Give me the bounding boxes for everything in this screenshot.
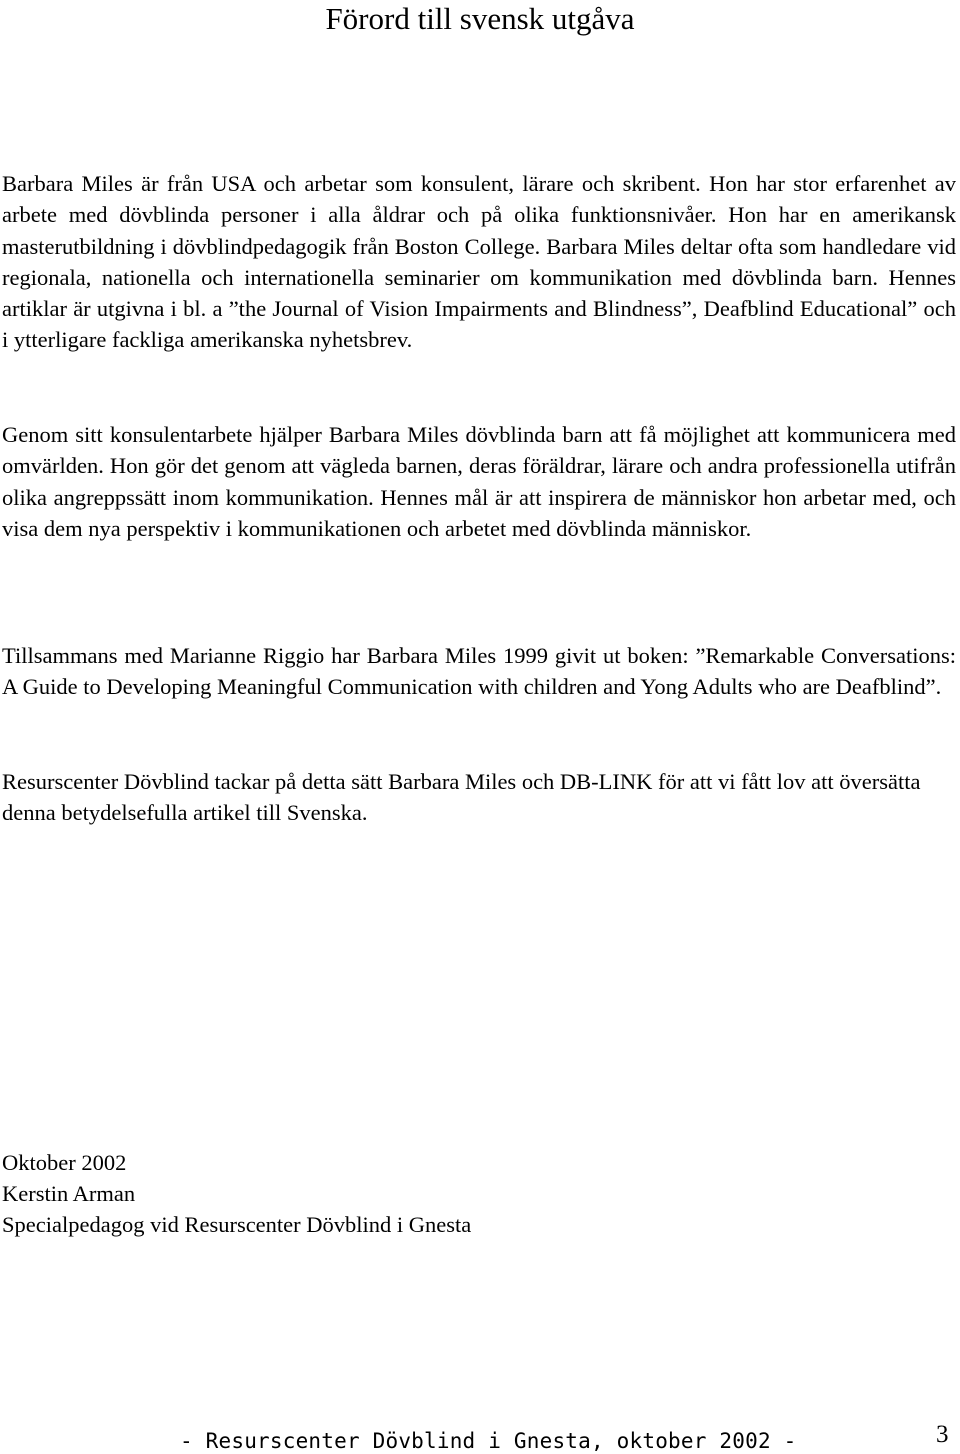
page-footer: - Resurscenter Dövblind i Gnesta, oktober 2002 -: [180, 1429, 797, 1453]
page-number: 3: [936, 1421, 949, 1448]
paragraph-intro: Barbara Miles är från USA och arbetar som konsulent, lärare och skribent. Hon har stor erfarenhet av arbete med dövblinda personer i alla åldrar och på olika funktionsnivåer. Hon har en amerikansk masterutbildning i dövblindpedagogik från Boston College. Barbara Miles deltar ofta som handledare vid regionala, nationella och internationella seminarier om kommunikation med dövblinda barn. Hennes artiklar är utgivna i bl. a ”the Journal of Vision Impairments and Blindness”, Deafblind Educational” och i ytterligare fackliga amerikanska nyhetsbrev.: [2, 171, 956, 353]
paragraph-work: Genom sitt konsulentarbete hjälper Barbara Miles dövblinda barn att få möjlighet att kommunicera med omvärlden. Hon gör det genom att vägleda barnen, deras föräldrar, lärare och andra professionella utifrån olika angreppssätt inom kommunikation. Hennes mål är att inspirera de människor hon arbetar med, och visa dem nya perspektiv i kommunikationen och arbetet med dövblinda människor.: [2, 422, 956, 541]
paragraph-thanks: Resurscenter Dövblind tackar på detta sätt Barbara Miles och DB-LINK för att vi fått lov att översätta denna betydelsefulla artikel till Svenska.: [2, 769, 921, 826]
page-title: Förord till svensk utgåva: [325, 1, 635, 36]
signature-name: Kerstin Arman: [2, 1181, 136, 1206]
signature-role: Specialpedagog vid Resurscenter Dövblind i Gnesta: [2, 1212, 472, 1237]
signature-date: Oktober 2002: [2, 1150, 127, 1175]
paragraph-book: Tillsammans med Marianne Riggio har Barbara Miles 1999 givit ut boken: ”Remarkable Conversations: A Guide to Developing Meaningful Communication with children and Yong Adults who are Deafblind”.: [2, 643, 956, 700]
